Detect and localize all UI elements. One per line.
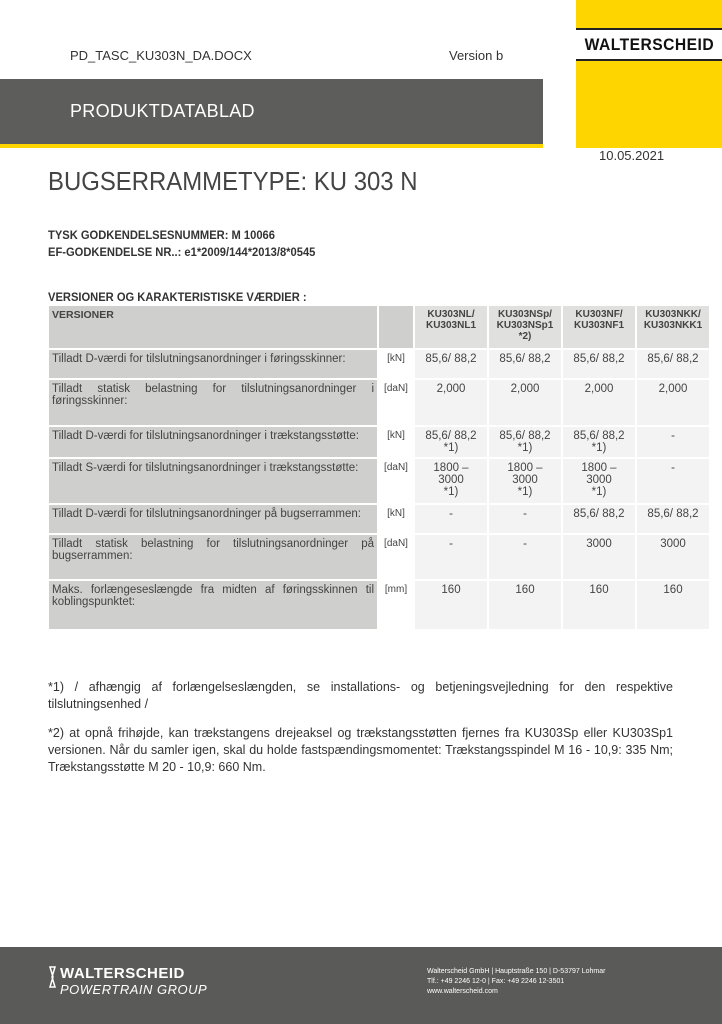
row-value: - [489,535,561,579]
row-unit: [kN] [379,505,413,533]
footer-logo [60,965,207,997]
row-value: 3000 [637,535,709,579]
row-value: - [637,427,709,457]
row-value: 85,6/ 88,2 [563,505,635,533]
row-unit: [kN] [379,427,413,457]
table-row [49,505,709,533]
row-description: Tilladt D-værdi for tilslutningsanordninger på bugserrammen: [49,505,377,533]
brand-yellow-block [576,0,722,148]
section-heading: VERSIONER OG KARAKTERISTISKE VÆRDIER : [48,290,307,304]
table-row [49,535,709,579]
row-value: 160 [489,581,561,629]
row-value: 1800 – 3000 *1) [563,459,635,503]
row-value: 160 [563,581,635,629]
document-date: 10.05.2021 [599,148,665,163]
row-value: - [415,535,487,579]
row-value: 85,6/ 88,2 [637,505,709,533]
document-version: Version b [449,48,504,63]
row-value: 85,6/ 88,2 [637,350,709,378]
approval-number-de: TYSK GODKENDELSESNUMMER: M 10066 [48,228,275,242]
column-header: KU303NF/ KU303NF1 [563,306,635,348]
band-title: PRODUKTDATABLAD [70,101,255,121]
row-unit: [daN] [379,459,413,503]
row-description: Tilladt S-værdi for tilslutningsanordninger i trækstangsstøtte: [49,459,377,503]
approval-number-ec: EF-GODKENDELSE NR..: e1*2009/144*2013/8*0545 [48,245,316,259]
row-description: Tilladt statisk belastning for tilslutningsanordninger i føringsskinner: [49,380,377,425]
column-header: KU303NL/ KU303NL1 [415,306,487,348]
footer-logo-name: WALTERSCHEID [60,965,185,982]
footer-logo-tagline: POWERTRAIN GROUP [60,982,208,997]
row-value: 2,000 [415,380,487,425]
table-header-unit [379,306,413,348]
row-unit: [daN] [379,380,413,425]
row-value: 85,6/ 88,2 *1) [563,427,635,457]
footnote-1: *1) / afhængig af forlængelseslængden, se installations- og betjeningsvejledning for den respektive tilslutningsenhed / [48,680,673,711]
table-row [49,380,709,425]
row-value: - [415,505,487,533]
footnote-2: *2) at opnå frihøjde, kan trækstangens drejeaksel og trækstangsstøtten fjernes fra KU303Sp eller KU303Sp1 versionen. Når du samler igen, skal du holde fastspændingsmomentet: Trækstangsspindel M 16 - 10,9: 335 Nm; Trækstangsstøtte M 20 - 10,9: 660 Nm. [48,726,673,774]
table-row [49,459,709,503]
row-value: 1800 – 3000 *1) [415,459,487,503]
row-value: 2,000 [637,380,709,425]
row-description: Tilladt statisk belastning for tilslutningsanordninger på bugserrammen: [49,535,377,579]
row-value: 85,6/ 88,2 *1) [489,427,561,457]
row-value: 1800 – 3000 *1) [489,459,561,503]
walterscheid-logo [576,28,722,61]
table-row [49,350,709,378]
row-value: - [489,505,561,533]
footer-address-line: Walterscheid GmbH | Hauptstraße 150 | D-53797 Lohmar [427,968,606,975]
page-title: BUGSERRAMMETYPE: KU 303 N [48,166,418,196]
row-value: 3000 [563,535,635,579]
row-unit: [mm] [379,581,413,629]
row-unit: [kN] [379,350,413,378]
row-value: - [637,459,709,503]
table-header-label: VERSIONER [49,306,377,348]
row-description: Tilladt D-værdi for tilslutningsanordninger i føringsskinner: [49,350,377,378]
spec-table [47,304,711,631]
row-value: 2,000 [563,380,635,425]
footer-address [427,967,605,997]
row-description: Tilladt D-værdi for tilslutningsanordninger i trækstangsstøtte: [49,427,377,457]
walterscheid-mark-icon [48,965,57,989]
table-header-row [49,306,709,348]
document-filename: PD_TASC_KU303N_DA.DOCX [70,48,252,63]
column-header: KU303NKK/ KU303NKK1 [637,306,709,348]
row-unit: [daN] [379,535,413,579]
row-value: 85,6/ 88,2 *1) [415,427,487,457]
footer-contact-line: Tlf.: +49 2246 12-0 | Fax: +49 2246 12-3501 [427,978,565,985]
row-value: 85,6/ 88,2 [415,350,487,378]
footer-website-link[interactable]: www.walterscheid.com [427,988,498,995]
column-header: KU303NSp/ KU303NSp1 *2) [489,306,561,348]
table-row [49,427,709,457]
row-description: Maks. forlængeseslængde fra midten af føringsskinnen til koblingspunktet: [49,581,377,629]
row-value: 160 [637,581,709,629]
row-value: 85,6/ 88,2 [563,350,635,378]
table-row [49,581,709,629]
row-value: 2,000 [489,380,561,425]
logo-text: WALTERSCHEID [584,34,714,54]
header-band-stripe [0,144,543,148]
row-value: 85,6/ 88,2 [489,350,561,378]
row-value: 160 [415,581,487,629]
